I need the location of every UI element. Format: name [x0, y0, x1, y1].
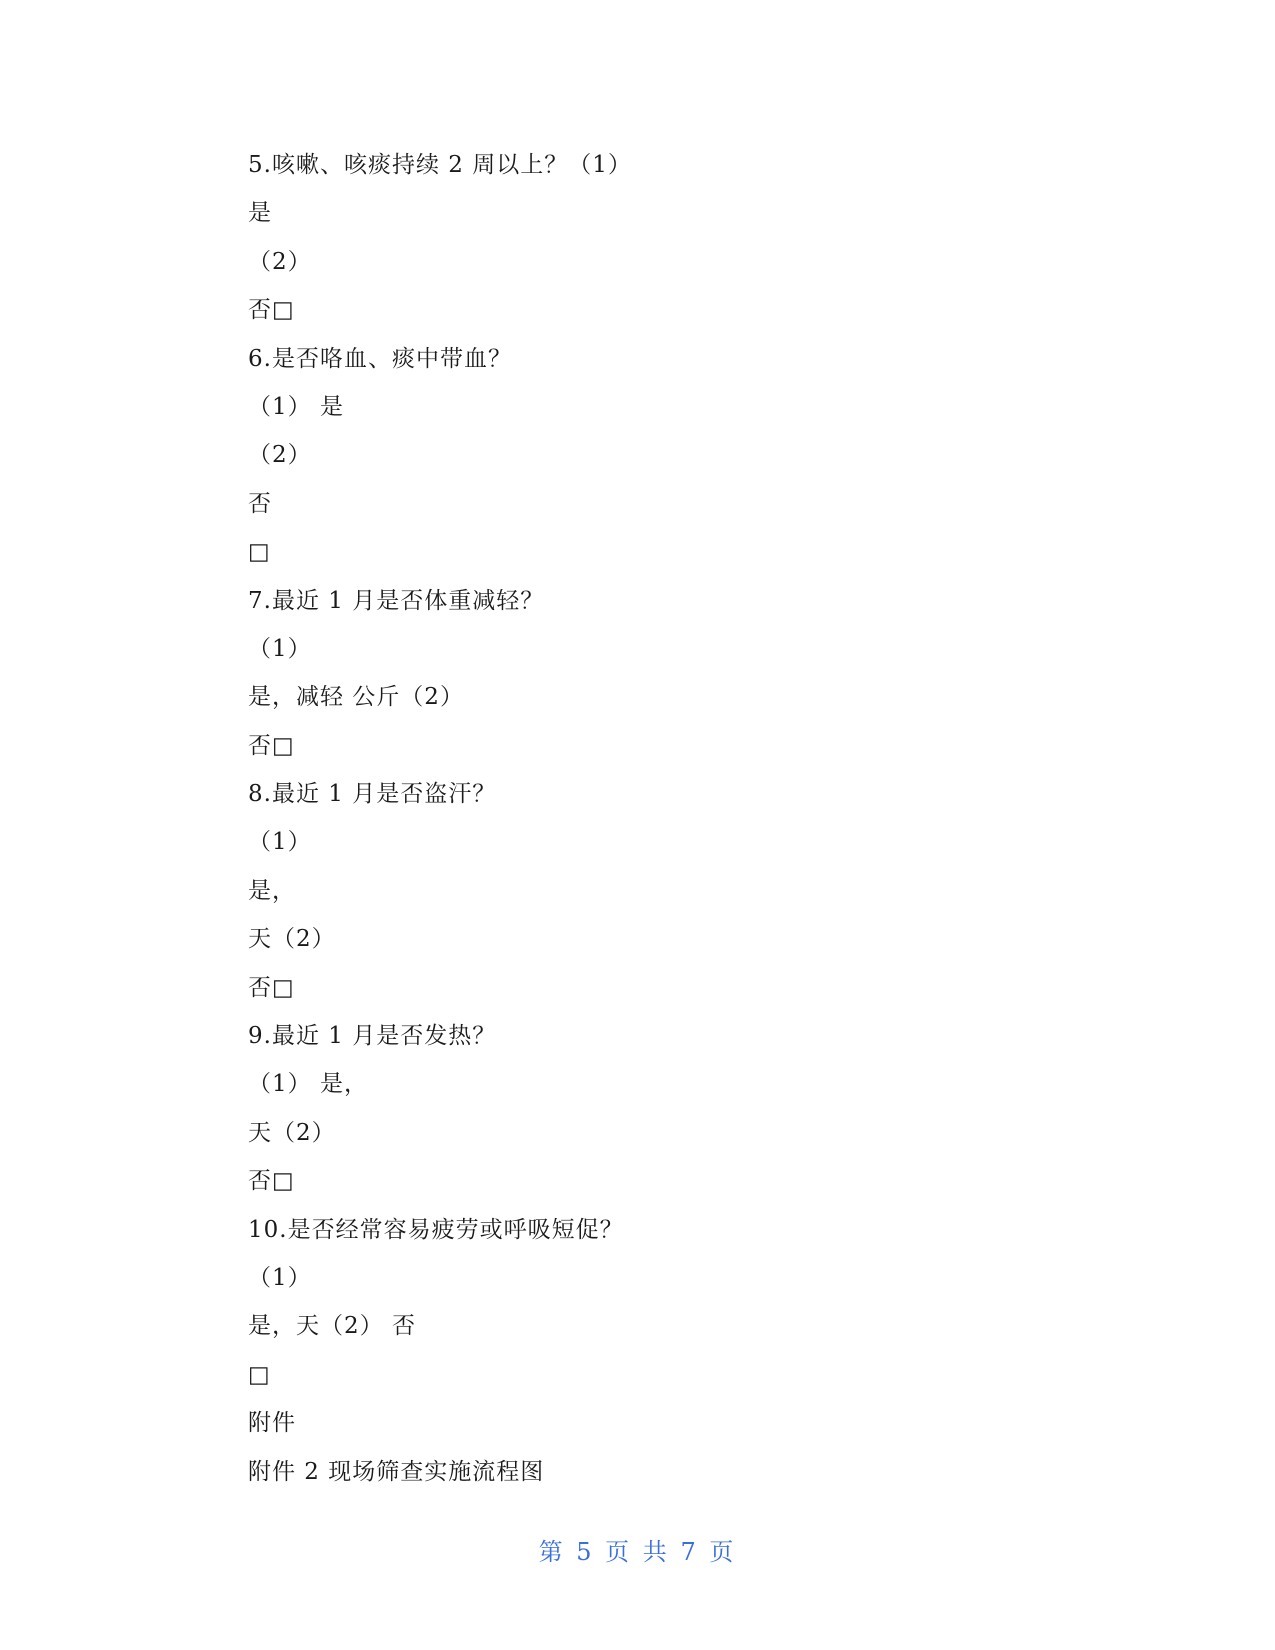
question-5: 5.咳嗽、咳痰持续 2 周以上？（1）: [248, 152, 632, 178]
question-8: 8.最近 1 月是否盗汗？: [248, 781, 497, 808]
option-text: 天（2）: [248, 926, 336, 953]
document-body: [248, 145, 1048, 1500]
option-text: 天（2）: [248, 1119, 336, 1146]
question-10: 10.是否经常容易疲劳或呼吸短促？: [248, 1216, 624, 1243]
option-text: 否: [248, 490, 272, 517]
question-7: 7.最近 1 月是否体重减轻？: [248, 587, 545, 614]
option-text: （1） 是，: [248, 1071, 368, 1098]
page-number-footer: 第 5 页 共 7 页: [538, 1538, 737, 1566]
checkbox-glyph: □: [248, 539, 271, 566]
checkbox-glyph: □: [248, 1361, 271, 1388]
option-text: 否□: [248, 297, 295, 324]
option-number: （2）: [248, 248, 312, 275]
option-number: （2）: [248, 442, 312, 469]
option-text: 否□: [248, 732, 295, 759]
option-text: 是，天（2） 否: [248, 1313, 416, 1340]
option-text: 是，: [248, 877, 296, 904]
appendix-2-title: 附件 2 现场筛查实施流程图: [248, 1458, 545, 1485]
option-text: 是，减轻 公斤（2）: [248, 684, 464, 711]
question-9: 9.最近 1 月是否发热？: [248, 1023, 497, 1050]
option-text: 是: [248, 200, 272, 227]
option-number: （1）: [248, 1264, 312, 1291]
option-text: 否□: [248, 974, 295, 1001]
option-text: （1） 是: [248, 393, 344, 420]
appendix-heading: 附件: [248, 1410, 296, 1437]
option-number: （1）: [248, 635, 312, 662]
option-text: 否□: [248, 1168, 295, 1195]
question-6: 6.是否咯血、痰中带血？: [248, 345, 512, 372]
option-number: （1）: [248, 829, 312, 856]
